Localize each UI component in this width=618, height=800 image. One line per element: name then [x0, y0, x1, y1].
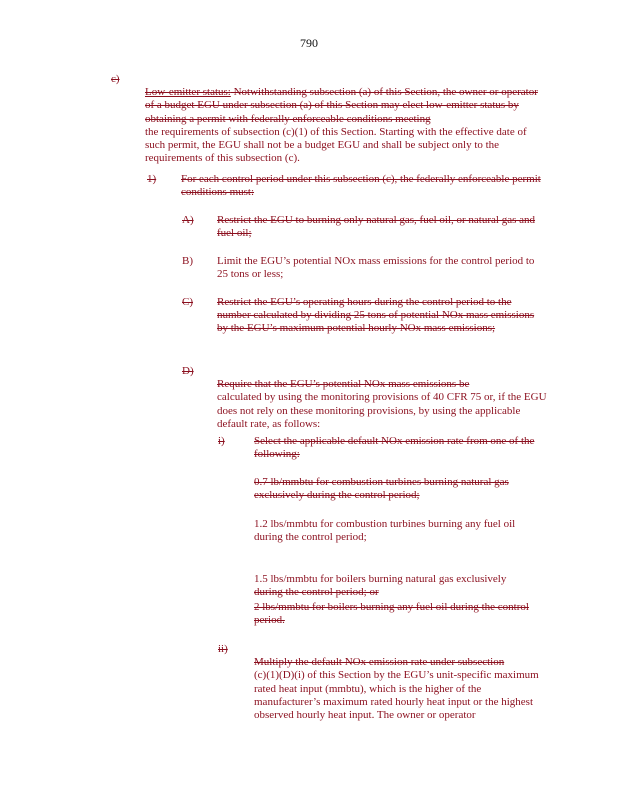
item-b-marker: B)	[182, 255, 193, 267]
item-ii	[218, 643, 548, 722]
item-i-text: Select the applicable default NOx emission rate from one of the following:	[254, 435, 535, 461]
item-1-text: For each control period under this subsection (c), the federally enforceable permit conditions must:	[181, 173, 541, 199]
default-rate-1: 0.7 lb/mmbtu for combustion turbines burning natural gas exclusively during the control period;	[254, 476, 509, 502]
item-ii-marker: ii)	[218, 643, 228, 655]
item-d-struck-text: Require that the EGU’s potential NOx mass emissions be	[217, 378, 470, 391]
item-a-marker: A)	[182, 214, 194, 226]
default-rate-4: 2 lbs/mmbtu for boilers burning any fuel oil during the control period.	[254, 601, 529, 627]
section-c-heading: Low-emitter status:	[145, 86, 231, 99]
item-d-marker: D)	[182, 365, 194, 377]
default-rate-3	[254, 560, 544, 600]
section-c-struck-text: Notwithstanding subsection (a) of this Section, the owner or operator of a budget EGU under subsection (a) of this Section may elect low-emitter status by obtaining a permit with federally enforceable conditions meeting	[145, 86, 538, 125]
item-ii-text	[254, 643, 546, 722]
default-rate-2: 1.2 lbs/mmbtu for combustion turbines burning any fuel oil during the control period;	[254, 518, 516, 544]
item-d	[182, 365, 547, 430]
item-c-text: Restrict the EGU’s operating hours during the control period to the number calculated by dividing 25 tons of potential NOx mass emissions by the EGU’s maximum potential hourly NOx mass emissions;	[217, 296, 535, 335]
item-a-text: Restrict the EGU to burning only natural gas, fuel oil, or natural gas and fuel oil;	[217, 214, 536, 240]
item-c-marker: C)	[182, 296, 193, 308]
item-i-marker: i)	[218, 435, 225, 447]
page-number: 790	[300, 36, 318, 50]
section-c-text	[145, 73, 545, 165]
default-rate-3-kept: 1.5 lbs/mmbtu for boilers burning natural gas exclusively	[254, 573, 507, 586]
item-d-text	[217, 365, 547, 431]
item-1-marker: 1)	[147, 173, 157, 185]
default-rate-3-struck: during the control period; or	[254, 586, 379, 599]
item-a	[182, 214, 547, 244]
item-1	[147, 173, 547, 203]
section-c-kept-text: the requirements of subsection (c)(1) of this Section. Starting with the effective date of such permit, the EGU shall not be a budget EGU and shall be subject only to the requirements of this subsection (c).	[145, 125, 527, 165]
item-ii-struck-text: Multiply the default NOx emission rate under subsection	[254, 656, 505, 669]
item-d-kept-text: calculated by using the monitoring provisions of 40 CFR 75 or, if the EGU does not rely on these monitoring provisions, by using the applicable default rate, as follows:	[217, 391, 547, 430]
item-b	[182, 255, 547, 285]
item-b-text: Limit the EGU’s potential NOx mass emissions for the control period to 25 tons or less;	[217, 255, 535, 281]
item-ii-kept-text: (c)(1)(D)(i) of this Section by the EGU’s unit-specific maximum rated heat input (mmbtu), which is the higher of the manufacturer’s maximum rated hourly heat input or the highest observed hourly heat input. The owner or operator	[254, 669, 539, 722]
item-c	[182, 296, 547, 352]
section-c	[111, 73, 546, 165]
item-i	[218, 435, 548, 465]
section-c-marker: c)	[111, 73, 120, 85]
